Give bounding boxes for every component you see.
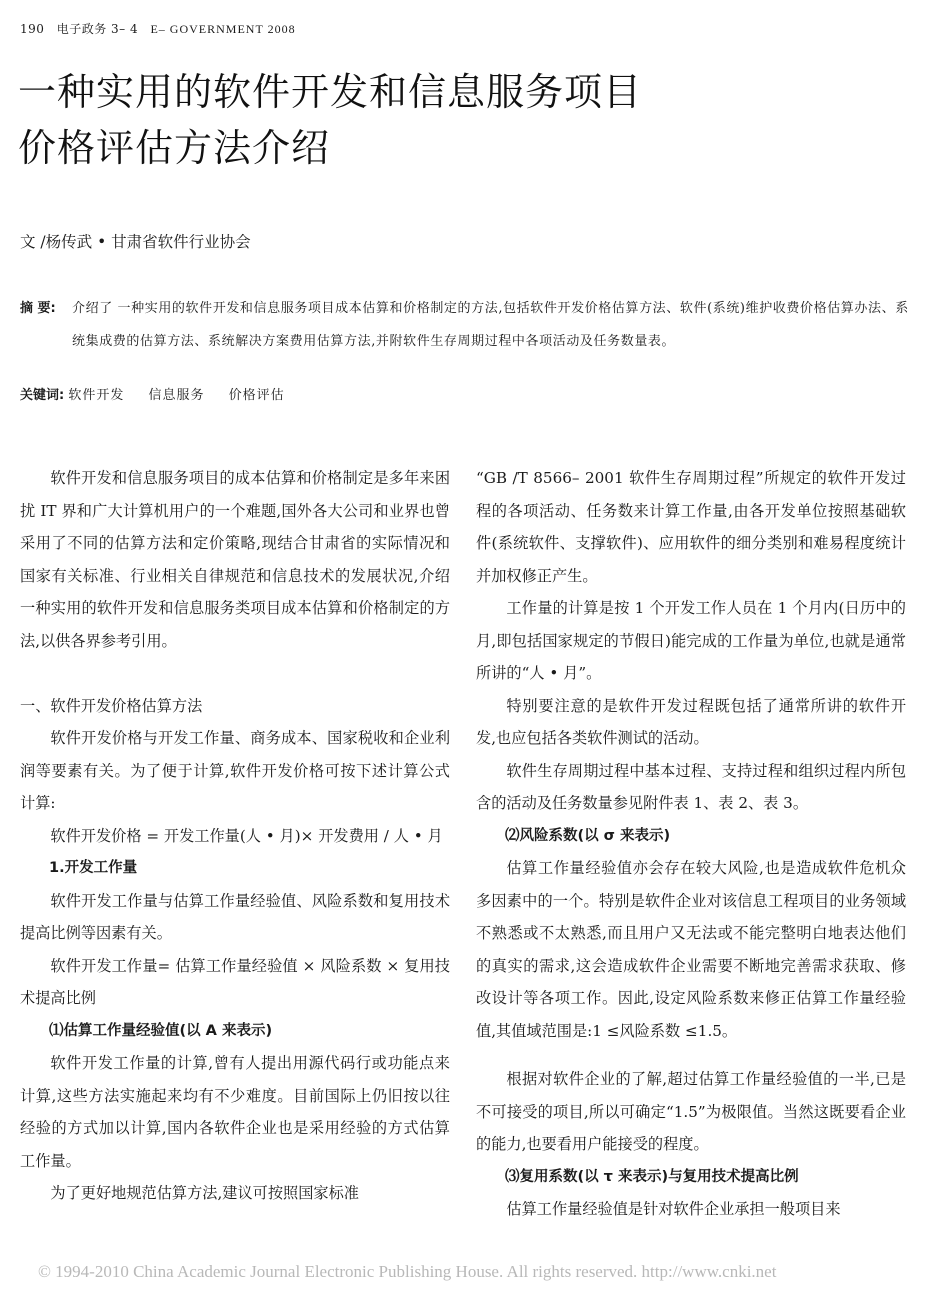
journal-name-en: E– GOVERNMENT 2008	[150, 22, 296, 36]
body-paragraph: 特别要注意的是软件开发过程既包括了通常所讲的软件开发,也应包括各类软件测试的活动。	[476, 696, 906, 747]
body-paragraph: 软件开发价格与开发工作量、商务成本、国家税收和企业利润等要素有关。为了便于计算,软件开发价格可按下述计算公式计算:	[20, 729, 450, 812]
body-paragraph: 软件开发工作量与估算工作量经验值、风险系数和复用技术提高比例等因素有关。	[20, 891, 450, 942]
body-paragraph: 根据对软件企业的了解,超过估算工作量经验值的一半,已是不可接受的项目,所以可确定“1.5”为极限值。当然这既要看企业的能力,也要看用户能接受的程度。	[476, 1070, 906, 1153]
keyword: 信息服务	[148, 388, 205, 403]
body-paragraph: 软件开发和信息服务项目的成本估算和价格制定是多年来困扰 IT 界和广大计算机用户的一个难题,国外各大公司和业界也曾采用了不同的估算方法和定价策略,现结合甘肃省的实际情况和国家有关标准、行业相关自律规范和信息技术的发展状况,介绍一种实用的软件开发和信息服务类项目成本估算和价格制定的方法,以供各界参考引用。	[20, 469, 450, 650]
title-line-2: 价格评估方法介绍	[18, 126, 331, 170]
body-paragraph: 估算工作量经验值亦会存在较大风险,也是造成软件危机众多因素中的一个。特别是软件企业对该信息工程项目的业务领域不熟悉或不太熟悉,而且用户又无法或不能完整明白地表达他们的真实的需求,这会造成软件企业需要不断地完善需求获取、修改设计等各项工作。因此,设定风险系数来修正估算工作量经验值,其值域范围是:1 ≤风险系数 ≤1.5。	[476, 859, 906, 1040]
keyword: 价格评估	[228, 388, 285, 403]
body-paragraph: 软件生存周期过程中基本过程、支持过程和组织过程内所包含的活动及任务数量参见附件表 1、表 2、表 3。	[476, 761, 906, 812]
formula-paragraph: 软件开发工作量= 估算工作量经验值 × 风险系数 × 复用技术提高比例	[20, 956, 450, 1007]
body-paragraph: 工作量的计算是按 1 个开发工作人员在 1 个月内(日历中的月,即包括国家规定的节假日)能完成的工作量为单位,也就是通常所讲的“人 • 月”。	[476, 599, 906, 682]
article-title	[18, 64, 738, 176]
body-paragraph: 估算工作量经验值是针对软件企业承担一般项目来	[506, 1200, 841, 1218]
keywords-label: 关键词:	[20, 388, 65, 403]
body-column-right	[476, 462, 906, 1226]
subsection-heading: ⑴估算工作量经验值(以 A 来表示)	[49, 1022, 273, 1039]
author-byline: 文 /杨传武 • 甘肃省软件行业协会	[20, 233, 251, 251]
subsection-heading: 1.开发工作量	[49, 860, 138, 876]
subsection-heading: ⑵风险系数(以 σ 来表示)	[505, 827, 671, 844]
body-column-left	[20, 462, 450, 1210]
body-paragraph: 为了更好地规范估算方法,建议可按照国家标准	[50, 1184, 359, 1202]
section-heading: 一、软件开发价格估算方法	[20, 696, 203, 715]
body-paragraph: 软件开发工作量的计算,曾有人提出用源代码行或功能点来计算,这些方法实施起来均有不少难度。目前国际上仍旧按以往经验的方式加以计算,国内各软件企业也是采用经验的方式估算工作量。	[20, 1054, 450, 1170]
subsection-heading: ⑶复用系数(以 τ 来表示)与复用技术提高比例	[505, 1168, 799, 1185]
title-line-1: 一种实用的软件开发和信息服务项目	[18, 70, 643, 114]
journal-name: 电子政务 3– 4	[56, 22, 139, 36]
running-head	[20, 20, 296, 37]
keyword: 软件开发	[68, 388, 125, 403]
copyright-footer: © 1994-2010 China Academic Journal Electronic Publishing House. All rights reserved. http://www.cnki.net	[38, 1262, 777, 1281]
abstract-label: 摘 要:	[20, 301, 56, 316]
keywords	[20, 384, 305, 403]
body-paragraph: “GB /T 8566– 2001 软件生存周期过程”所规定的软件开发过程的各项活动、任务数来计算工作量,由各开发单位按照基础软件(系统软件、支撑软件)、应用软件的细分类别和难易程度统计并加权修正产生。	[476, 469, 906, 585]
formula-paragraph: 软件开发价格 = 开发工作量(人 • 月)× 开发费用 / 人 • 月	[50, 826, 443, 845]
abstract	[20, 292, 910, 358]
abstract-text: 介绍了 一种实用的软件开发和信息服务项目成本估算和价格制定的方法,包括软件开发价格估算方法、软件(系统)维护收费价格估算办法、系统集成费的估算方法、系统解决方案费用估算方法,并附软件生存周期过程中各项活动及任务数量表。	[72, 301, 909, 349]
paragraph-gap	[476, 1047, 906, 1063]
page-number: 190	[20, 22, 45, 36]
